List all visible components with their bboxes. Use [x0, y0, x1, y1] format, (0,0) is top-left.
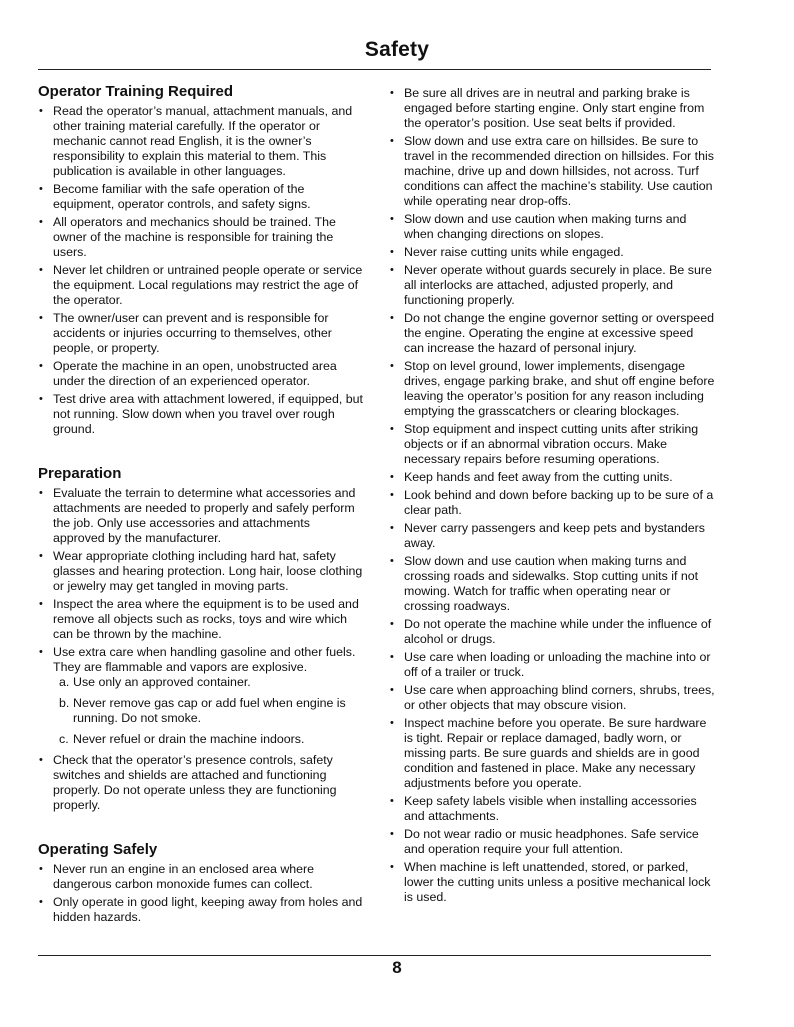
- list-item: • Inspect machine before you operate. Be sure hardware is tight. Repair or replace damaged, badly worn, or missing parts. Be sure guards and shields are in good condition and fastened in place. Make any necessary adjustments before you operate.: [389, 716, 715, 791]
- list-item: • Do not change the engine governor setting or overspeed the engine. Operating the engine at excessive speed can increase the hazard of personal injury.: [389, 311, 715, 356]
- section-spacer: [38, 816, 364, 840]
- list-item: • Stop on level ground, lower implements, disengage drives, engage parking brake, and shut off engine before leaving the operator’s position for any reason including emptying the grasscatchers or clearing blockages.: [389, 359, 715, 419]
- header-rule: [38, 69, 711, 70]
- fuel-sub-list: [53, 675, 364, 747]
- list-item: • Evaluate the terrain to determine what accessories and attachments are needed to properly and safely perform the job. Only use accessories and attachments approved by the manufacturer.: [38, 486, 364, 546]
- list-item-text: Use extra care when handling gasoline and other fuels. They are flammable and vapors are explosive.: [53, 645, 356, 674]
- list-item: • Wear appropriate clothing including hard hat, safety glasses and hearing protection. Long hair, loose clothing or jewelry may get tangled in moving parts.: [38, 549, 364, 594]
- section-heading-operating-safely: Operating Safely: [38, 841, 158, 858]
- list-item: • The owner/user can prevent and is responsible for accidents or injuries occurring to themselves, other people, or property.: [38, 311, 364, 356]
- list-item: • Only operate in good light, keeping away from holes and hidden hazards.: [38, 895, 364, 925]
- sub-list-marker: a.: [59, 675, 70, 689]
- sub-list-marker: b.: [59, 696, 70, 710]
- preparation-list: [38, 486, 364, 813]
- operating-safely-list-right: [389, 86, 715, 905]
- operating-safely-section: [38, 840, 364, 925]
- list-item: • Operate the machine in an open, unobstructed area under the direction of an experienced operator.: [38, 359, 364, 389]
- list-item: • Never operate without guards securely in place. Be sure all interlocks are attached, adjusted properly, and functioning properly.: [389, 263, 715, 308]
- list-item: • Do not wear radio or music headphones. Safe service and operation require your full attention.: [389, 827, 715, 857]
- preparation-section: [38, 464, 364, 813]
- sub-list-text: Use only an approved container.: [73, 675, 251, 689]
- left-column: [38, 82, 364, 928]
- page-number: 8: [392, 958, 402, 977]
- list-item: • Slow down and use caution when making turns and when changing directions on slopes.: [389, 212, 715, 242]
- list-item: • Keep hands and feet away from the cutting units.: [389, 470, 715, 485]
- right-column: [389, 86, 715, 908]
- list-item: • Be sure all drives are in neutral and parking brake is engaged before starting engine. Only start engine from the operator’s position. Use seat belts if provided.: [389, 86, 715, 131]
- list-item: • Never let children or untrained people operate or service the equipment. Local regulations may restrict the age of the operator.: [38, 263, 364, 308]
- list-item: • Do not operate the machine while under the influence of alcohol or drugs.: [389, 617, 715, 647]
- list-item-fuel: [38, 645, 364, 747]
- list-item: • Read the operator’s manual, attachment manuals, and other training material carefully. If the operator or mechanic cannot read English, it is the owner’s responsibility to explain this material to them. This publication is available in other languages.: [38, 104, 364, 179]
- operator-training-list: [38, 104, 364, 437]
- list-item: • Look behind and down before backing up to be sure of a clear path.: [389, 488, 715, 518]
- list-item: • Slow down and use extra care on hillsides. Be sure to travel in the recommended direction on hillsides. For this machine, drive up and down hillsides, not across. Turf conditions can affect the machine’s stability. Use caution while operating near drop-offs.: [389, 134, 715, 209]
- list-item: • Stop equipment and inspect cutting units after striking objects or if an abnormal vibration occurs. Make necessary repairs before resuming operations.: [389, 422, 715, 467]
- operating-safely-list-left: [38, 862, 364, 925]
- operator-training-section: [38, 82, 364, 437]
- sub-list-marker: c.: [59, 732, 69, 746]
- list-item: • When machine is left unattended, stored, or parked, lower the cutting units unless a positive mechanical lock is used.: [389, 860, 715, 905]
- list-item: • Inspect the area where the equipment is to be used and remove all objects such as rocks, toys and wire which can be thrown by the machine.: [38, 597, 364, 642]
- sub-list-text: Never remove gas cap or add fuel when engine is running. Do not smoke.: [73, 696, 346, 725]
- list-item: • Use care when loading or unloading the machine into or off of a trailer or truck.: [389, 650, 715, 680]
- list-item: • Check that the operator’s presence controls, safety switches and shields are attached and functioning properly. Do not operate unless they are functioning properly.: [38, 753, 364, 813]
- list-item: • Become familiar with the safe operation of the equipment, operator controls, and safety signs.: [38, 182, 364, 212]
- list-item: • Never run an engine in an enclosed area where dangerous carbon monoxide fumes can collect.: [38, 862, 364, 892]
- list-item: • Keep safety labels visible when installing accessories and attachments.: [389, 794, 715, 824]
- sub-list-item: [53, 675, 364, 690]
- list-item: • Slow down and use caution when making turns and crossing roads and sidewalks. Stop cutting units if not mowing. Watch for traffic when operating near or crossing roadways.: [389, 554, 715, 614]
- sub-list-item: [53, 732, 364, 747]
- footer-rule: [38, 955, 711, 956]
- list-item: • Never raise cutting units while engaged.: [389, 245, 715, 260]
- page-title: Safety: [364, 38, 430, 61]
- list-item: • Test drive area with attachment lowered, if equipped, but not running. Slow down when you travel over rough ground.: [38, 392, 364, 437]
- sub-list-item: [53, 696, 364, 726]
- sub-list-text: Never refuel or drain the machine indoors.: [73, 732, 305, 746]
- list-item: • Never carry passengers and keep pets and bystanders away.: [389, 521, 715, 551]
- list-item: • Use care when approaching blind corners, shrubs, trees, or other objects that may obscure vision.: [389, 683, 715, 713]
- section-heading-preparation: Preparation: [38, 465, 122, 482]
- list-item: • All operators and mechanics should be trained. The owner of the machine is responsible for training the users.: [38, 215, 364, 260]
- section-heading-operator-training: Operator Training Required: [38, 83, 234, 100]
- section-spacer: [38, 440, 364, 464]
